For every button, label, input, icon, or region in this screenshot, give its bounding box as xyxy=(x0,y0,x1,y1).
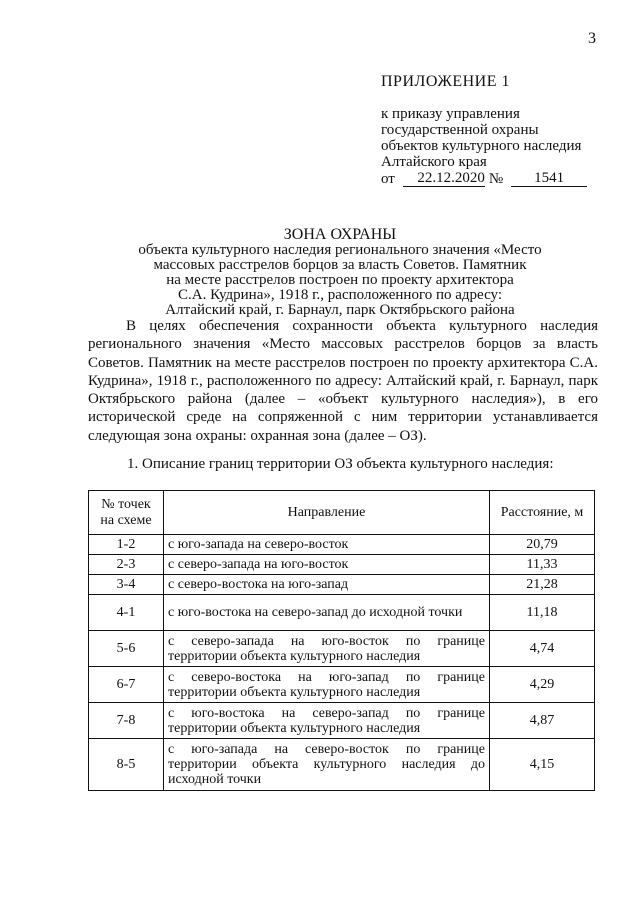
cell-distance: 11,18 xyxy=(490,595,595,631)
cell-points: 1-2 xyxy=(89,535,164,555)
appendix-block xyxy=(381,74,587,187)
cell-direction: с юго-запада на северо-восток xyxy=(164,535,490,555)
cell-points: 2-3 xyxy=(89,555,164,575)
boundaries-table xyxy=(88,490,595,791)
cell-direction: с юго-востока на северо-запад до исходной точки xyxy=(164,595,490,631)
appendix-line: объектов культурного наследия xyxy=(381,138,582,154)
appendix-date-row xyxy=(381,170,587,187)
cell-points: 3-4 xyxy=(89,575,164,595)
table-header-row xyxy=(89,491,595,535)
heading-line: С.А. Кудрина», 1918 г., расположенного по адресу: xyxy=(177,287,503,303)
cell-direction: с северо-запада на юго-восток xyxy=(164,555,490,575)
cell-distance: 11,33 xyxy=(490,555,595,575)
cell-distance: 4,15 xyxy=(490,739,595,791)
table-row xyxy=(89,595,595,631)
section-title: 1. Описание границ территории ОЗ объекта культурного наследия: xyxy=(127,456,554,472)
heading-title: ЗОНА ОХРАНЫ xyxy=(283,226,397,243)
cell-direction: с северо-востока на юго-запад по границе территории объекта культурного наследия xyxy=(164,667,490,703)
table-row xyxy=(89,703,595,739)
heading-line: на месте расстрелов построен по проекту архитектора xyxy=(166,272,514,288)
table-row xyxy=(89,631,595,667)
cell-distance: 4,29 xyxy=(490,667,595,703)
date-prefix: от xyxy=(381,171,395,187)
cell-distance: 20,79 xyxy=(490,535,595,555)
cell-direction: с северо-запада на юго-восток по границе территории объекта культурного наследия xyxy=(164,631,490,667)
cell-distance: 21,28 xyxy=(490,575,595,595)
header-points: № точек на схеме xyxy=(89,491,164,535)
appendix-line: Алтайского края xyxy=(381,154,487,170)
header-distance: Расстояние, м xyxy=(490,491,595,535)
appendix-line: к приказу управления xyxy=(381,106,520,122)
cell-points: 6-7 xyxy=(89,667,164,703)
number-prefix: № xyxy=(488,171,504,187)
appendix-line: государственной охраны xyxy=(381,122,539,138)
order-date: 22.12.2020 xyxy=(403,170,485,187)
heading-line: Алтайский край, г. Барнаул, парк Октябрьского района xyxy=(165,302,515,318)
cell-direction: с юго-востока на северо-запад по границе территории объекта культурного наследия xyxy=(164,703,490,739)
table-row xyxy=(89,667,595,703)
header-direction: Направление xyxy=(164,491,490,535)
document-heading xyxy=(100,226,580,318)
table-row xyxy=(89,575,595,595)
cell-points: 4-1 xyxy=(89,595,164,631)
table-row xyxy=(89,535,595,555)
heading-line: массовых расстрелов борцов за власть Советов. Памятник xyxy=(153,257,527,273)
cell-points: 7-8 xyxy=(89,703,164,739)
table-row xyxy=(89,555,595,575)
appendix-title: ПРИЛОЖЕНИЕ 1 xyxy=(381,73,511,90)
intro-paragraph: В целях обеспечения сохранности объекта культурного наследия регионального значения «Место массовых расстрелов борцов за власть Советов. Памятник на месте расстрелов построен по проекту архитектора С.А. Кудрина», 1918 г., расположенного по адресу: Алтайский край, г. Барнаул, парк Октябрьского района (далее – «объект культурного наследия»), в его исторической среде на сопряженной с ним территории устанавливается следующая зона охраны: охранная зона (далее – ОЗ). xyxy=(88,318,598,444)
cell-points: 8-5 xyxy=(89,739,164,791)
order-number: 1541 xyxy=(511,170,587,187)
heading-line: объекта культурного наследия регионального значения «Место xyxy=(138,242,542,258)
cell-distance: 4,74 xyxy=(490,631,595,667)
cell-direction: с юго-запада на северо-восток по границе территории объекта культурного наследия до исходной точки xyxy=(164,739,490,791)
cell-direction: с северо-востока на юго-запад xyxy=(164,575,490,595)
table-row xyxy=(89,739,595,791)
cell-points: 5-6 xyxy=(89,631,164,667)
page-number: 3 xyxy=(588,30,596,47)
cell-distance: 4,87 xyxy=(490,703,595,739)
